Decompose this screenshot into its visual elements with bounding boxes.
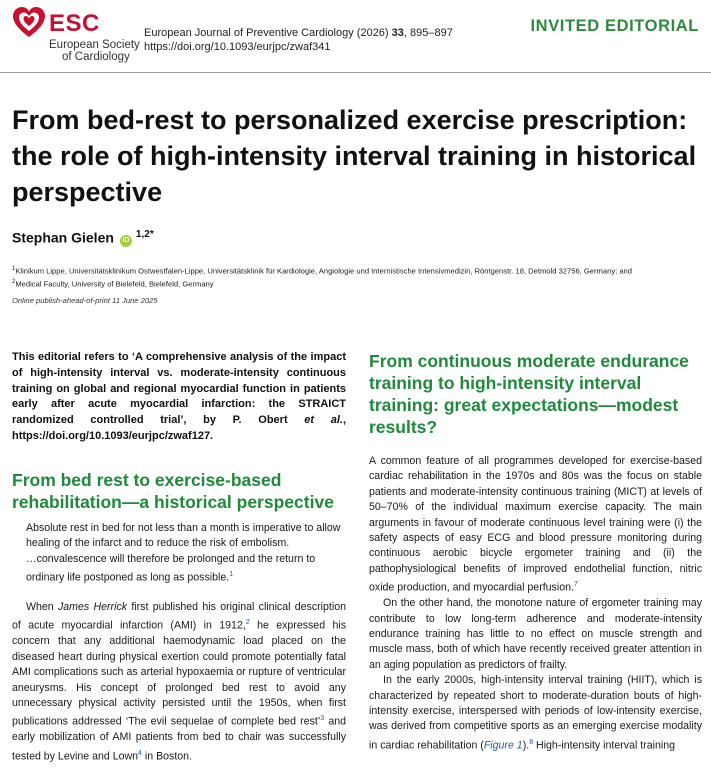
figure-link[interactable]: Figure 1 (483, 739, 523, 752)
journal-header (0, 0, 711, 72)
reference-link[interactable]: 2 (245, 619, 250, 627)
journal-citation (144, 27, 453, 40)
left-column (12, 350, 346, 765)
reference-link[interactable]: 4 (138, 749, 142, 757)
affiliation-mark: 1 (12, 266, 16, 272)
paragraph-text: first published his original clinical description of acute myocardial infarction (AMI) in 1912, (12, 600, 346, 632)
editorial-reference-note (12, 350, 346, 445)
article-doi-link[interactable]: https://doi.org/10.1093/eurjpc/zwaf341 (144, 41, 331, 53)
affiliation-1: Klinikum Lippe, Universitätsklinikum Ostwestfalen-Lippe, Universitätsklinik für Kardiologie, Angiologie und Internistische Intensivmedizin, Röntgenstr. 18, Detmold 32756, Germany; and (15, 266, 633, 276)
affiliation-mark: 2 (12, 278, 16, 285)
body-paragraph-mict (369, 454, 702, 596)
paragraph-text: A common feature of all programmes developed for exercise-based cardiac rehabilitation in the 1970s and 80s was the focus on stable patients and moderate-intensity continuous training (MICT) at levels of 50–70% of the individual maximum exercise capacity. The main arguments in favour of moderate continuous level training were (i) the safety aspects of easy ECG and blood pressure monitoring during continuous aerobic bicycle ergometer training and (ii) the pathophysiological benefits of improved endothelial function, nitric oxide production, and myocardial perfusion. (369, 455, 702, 594)
note-doi-link[interactable]: , https://doi.org/10.1093/eurjpc/zwaf127. (12, 414, 346, 442)
logo-wordmark: ESC (49, 10, 100, 37)
paragraph-text: When (26, 600, 58, 613)
quote-line-2-text: …convalescence will therefore be prolonged and the return to ordinary life postponed as long as possible. (26, 552, 316, 584)
author-line (12, 229, 154, 247)
paragraph-text: and early mobilization of AMI patients from bed to chair was successfully tested by Levine and Lown (12, 715, 347, 763)
logo-society-line-2: of Cardiology (62, 51, 130, 63)
heart-logo-icon (12, 6, 46, 40)
journal-volume: 33 (391, 27, 404, 39)
quote-line-1: Absolute rest in bed for not less than a month is imperative to allow healing of the infarct and to reduce the risk of embolism. (26, 521, 341, 550)
quote-line-2 (26, 552, 346, 586)
epigraph-quote (12, 521, 346, 586)
reference-link[interactable]: 8 (529, 738, 534, 746)
author-name[interactable]: Stephan Gielen (12, 229, 114, 246)
note-etal: et al. (304, 414, 343, 427)
right-column (369, 350, 702, 754)
reference-link[interactable]: 7 (573, 581, 578, 589)
person-name: James Herrick (57, 600, 128, 613)
journal-name: European Journal of Preventive Cardiology (2026) (144, 27, 392, 39)
paragraph-text: In the early 2000s, high-intensity interval training (HIIT), which is characterized by repeated short to moderate-duration bouts of high-intensity exercise, interspersed with periods of low-intensity exercise, was derived from competitive sports as an emerging exercise modality in cardiac rehabilitation ( (369, 674, 702, 752)
body-paragraph-herrick (12, 600, 346, 765)
note-text: This editorial refers to ‘A comprehensive analysis of the impact of high-intensity interval vs. moderate-intensity continuous training on global and regional myocardial function in patients early after acute myocardial infarction: the STRAICT randomized controlled trial’, by P. Obert (12, 351, 346, 427)
affiliation-2: Medical Faculty, University of Bielefeld, Bielefeld, Germany (15, 279, 214, 289)
section-heading-hiit: From continuous moderate endurance training to high-intensity interval training: great expectations—modest results? (369, 351, 689, 437)
reference-link[interactable]: 3 (320, 715, 325, 723)
esc-logo[interactable] (12, 6, 142, 64)
paragraph-text: in Boston. (141, 750, 193, 763)
journal-pages: , 895–897 (403, 27, 453, 39)
logo-society-line: European Society (49, 39, 140, 51)
corresponding-author-mark: * (149, 229, 154, 240)
paragraph-text: ). (522, 739, 530, 752)
paragraph-text: High-intensity interval training (533, 739, 675, 752)
orcid-icon[interactable]: iD (120, 235, 132, 247)
section-heading-history: From bed rest to exercise-based rehabilitation—a historical perspective (12, 469, 334, 512)
article-type-label: INVITED EDITORIAL (530, 17, 699, 35)
article-title: From bed-rest to personalized exercise prescription: the role of high-intensity interval training in historical perspective (12, 105, 697, 207)
body-paragraph-adherence: On the other hand, the monotone nature of ergometer training may contribute to low long-term adherence and moderate-intensity endurance training has little to no effect on muscle strength and muscle mass, both of which have recently received greater attention in an aging population as predictors of frailty. (369, 597, 702, 671)
affiliations (12, 264, 702, 289)
author-affiliation-marks: 1,2 (135, 229, 150, 240)
body-paragraph-hiit (369, 673, 702, 754)
publication-date: Online publish-ahead-of-print 11 June 2025 (12, 296, 158, 305)
header-divider (0, 72, 711, 73)
reference-link[interactable]: 1 (229, 571, 234, 578)
paragraph-text: he expressed his concern that any additional haemodynamic load placed on the diseased heart during physical exertion could promote potentially fatal AMI complications such as arterial hypoxaemia or rupture of ventricular aneurysms. His concept of prolonged bed rest to avoid any unnecessary physical activity persisted until the 1950s, when first publications addressed ‘The evil sequelae of complete bed rest’ (12, 619, 346, 728)
